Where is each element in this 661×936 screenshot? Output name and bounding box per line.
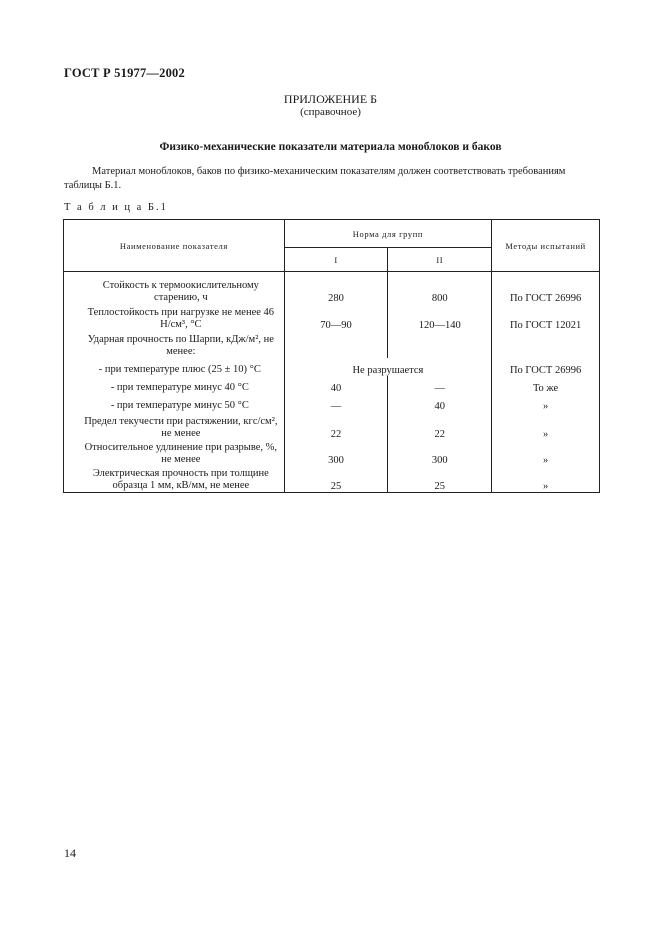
- header-group-2: II: [388, 248, 492, 272]
- row-group-1: [284, 331, 388, 358]
- table-row: [64, 304, 600, 331]
- row-name: Электрическая прочность при толщине образца 1 мм, кВ/мм, не менее: [64, 466, 285, 493]
- row-method: По ГОСТ 26996: [492, 358, 600, 376]
- row-group-span: Не разрушается: [284, 358, 492, 376]
- table-row: [64, 440, 600, 466]
- row-group-2: 800: [388, 272, 492, 304]
- row-name: - при температуре минус 40 °С: [110, 381, 249, 393]
- page-number: 14: [64, 846, 76, 860]
- row-group-1: 280: [284, 272, 388, 304]
- row-method: [492, 331, 600, 358]
- table-row: [64, 412, 600, 440]
- row-name: Относительное удлинение при разрыве, %, не менее: [84, 441, 278, 465]
- row-name: Предел текучести при растяжении, кгс/см², не менее: [84, 415, 278, 439]
- row-group-1: 22: [284, 412, 388, 440]
- row-group-1: 25: [284, 466, 388, 493]
- row-method: »: [492, 412, 600, 440]
- appendix-title: ПРИЛОЖЕНИЕ Б: [283, 92, 378, 106]
- intro-paragraph: Материал моноблоков, баков по физико-механическим показателям должен соответствовать требованиям таблицы Б.1.: [64, 166, 566, 191]
- row-method: По ГОСТ 12021: [492, 304, 600, 331]
- appendix-subtitle: (справочное): [300, 106, 361, 118]
- row-method: »: [492, 394, 600, 412]
- row-group-2: 300: [388, 440, 492, 466]
- row-group-2: 22: [388, 412, 492, 440]
- table-row: [64, 466, 600, 493]
- row-group-1: —: [284, 394, 388, 412]
- row-group-2: [388, 331, 492, 358]
- row-method: То же: [492, 376, 600, 394]
- row-group-2: 25: [388, 466, 492, 493]
- header-norm: Норма для групп: [284, 220, 492, 248]
- properties-table: [63, 219, 600, 493]
- section-title: Физико-механические показатели материала моноблоков и баков: [159, 141, 502, 153]
- row-group-2: —: [388, 376, 492, 394]
- table-caption: Т а б л и ц а Б.1: [64, 202, 168, 213]
- table-row: [64, 394, 600, 412]
- table-row: [64, 331, 600, 358]
- header-name: Наименование показателя: [64, 220, 285, 272]
- header-method: Методы испытаний: [492, 220, 600, 272]
- row-group-1: 40: [284, 376, 388, 394]
- table-row: [64, 376, 600, 394]
- row-group-2: 40: [388, 394, 492, 412]
- row-name: Теплостойкость при нагрузке не менее 46 Н/см³, °С: [87, 306, 275, 330]
- row-method: »: [492, 466, 600, 493]
- row-group-1: 300: [284, 440, 388, 466]
- row-name: - при температуре плюс (25 ± 10) °С: [98, 363, 261, 375]
- row-group-2: 120—140: [388, 304, 492, 331]
- table-row: [64, 358, 600, 376]
- row-name: Ударная прочность по Шарпи, кДж/м², не менее:: [87, 333, 274, 357]
- document-code: ГОСТ Р 51977—2002: [64, 66, 185, 80]
- table-row: [64, 272, 600, 304]
- header-group-1: I: [284, 248, 388, 272]
- row-group-1: 70—90: [284, 304, 388, 331]
- row-name: - при температуре минус 50 °С: [110, 399, 249, 411]
- row-name: Стойкость к термоокислительному старению, ч: [64, 272, 285, 304]
- row-method: »: [492, 440, 600, 466]
- row-method: По ГОСТ 26996: [492, 272, 600, 304]
